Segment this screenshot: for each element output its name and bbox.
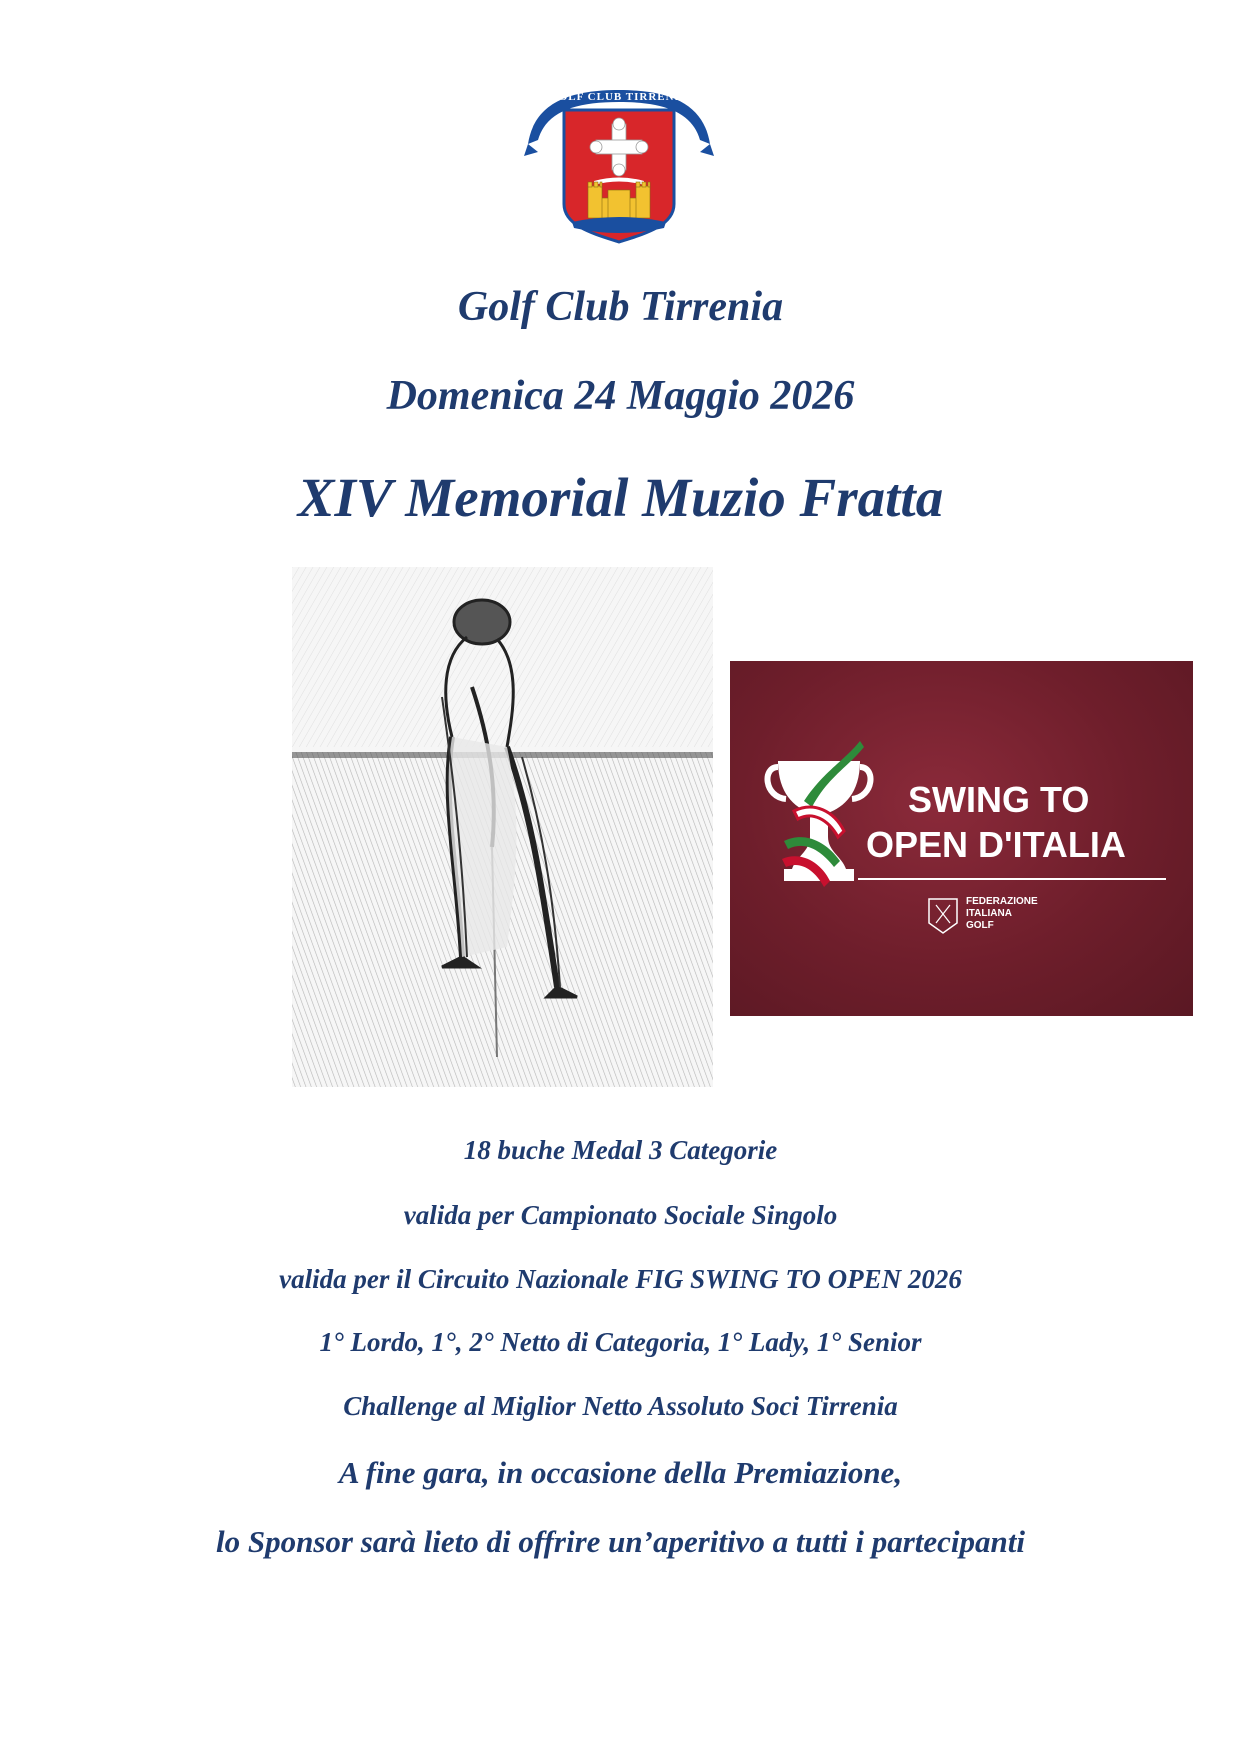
federation-text-line-2: ITALIANA <box>966 908 1012 919</box>
detail-circuit: valida per il Circuito Nazionale FIG SWING TO OPEN 2026 <box>279 1264 962 1294</box>
detail-sponsor: lo Sponsor sarà lieto di offrire un’aperitivo a tutti i partecipanti <box>216 1524 1025 1559</box>
detail-championship: valida per Campionato Sociale Singolo <box>403 1200 838 1230</box>
swing-to-open-banner <box>730 661 1193 1016</box>
event-date: Domenica 24 Maggio 2026 <box>386 373 855 419</box>
detail-challenge: Challenge al Miglior Netto Assoluto Soci Tirrenia <box>343 1391 898 1421</box>
banner-title-line-1: SWING TO <box>908 779 1090 820</box>
federation-text-line-1: FEDERAZIONE <box>966 896 1038 907</box>
banner-divider <box>858 878 1166 880</box>
fig-federation-icon <box>926 893 960 937</box>
event-title: XIV Memorial Muzio Fratta <box>297 467 944 528</box>
golfer-sketch-image <box>292 567 713 1087</box>
detail-prizes: 1° Lordo, 1°, 2° Netto di Categoria, 1° Lady, 1° Senior <box>319 1327 922 1357</box>
detail-format: 18 buche Medal 3 Categorie <box>463 1135 778 1165</box>
trophy-icon <box>764 741 874 901</box>
detail-awards-intro: A fine gara, in occasione della Premiazione, <box>338 1455 903 1490</box>
club-crest-logo <box>524 86 714 246</box>
club-name: Golf Club Tirrenia <box>457 284 784 330</box>
svg-text:GOLF CLUB TIRRENIA: GOLF CLUB TIRRENIA <box>549 91 689 103</box>
federation-text-line-3: GOLF <box>966 920 994 931</box>
banner-title-line-2: OPEN D'ITALIA <box>866 824 1126 865</box>
